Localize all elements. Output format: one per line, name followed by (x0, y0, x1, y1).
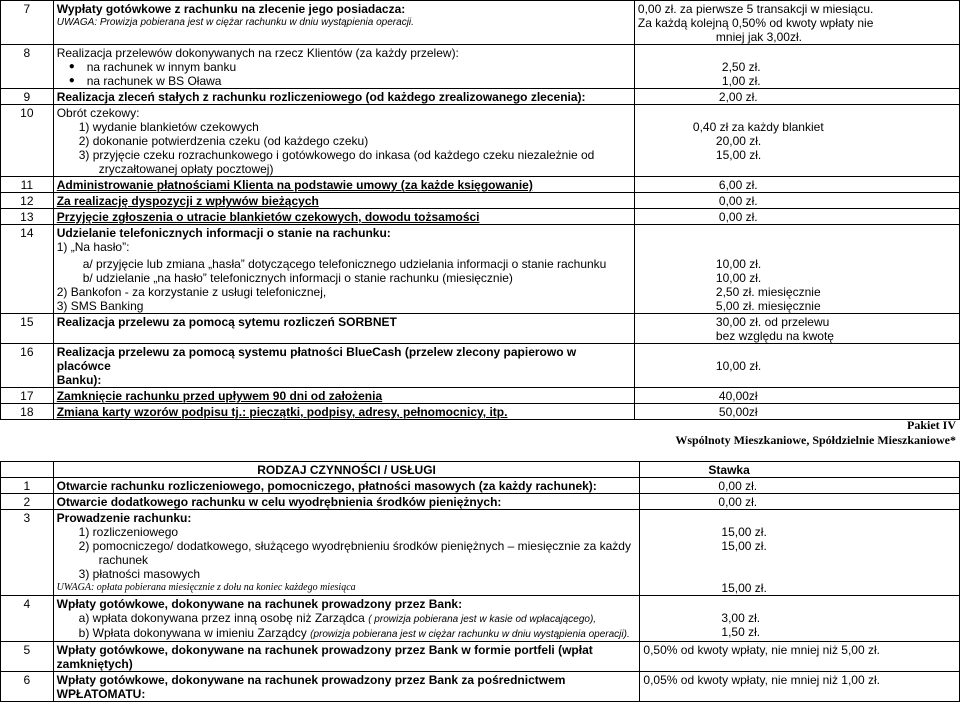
table-row (1, 193, 960, 209)
price-line: mniej jak 3,00zł. (715, 30, 802, 44)
row-title: Wpłaty gotówkowe, dokonywane na rachunek prowadzony przez Bank: (56, 597, 463, 611)
table-row (1, 596, 960, 642)
row-note: UWAGA: opłata pobierana miesięcznie z dołu na koniec każdego miesiąca (56, 582, 356, 593)
row-description (53, 105, 634, 177)
list-item (57, 611, 637, 626)
price-line: 0,00 zł. za pierwsze 5 transakcji w miesiącu. (637, 2, 874, 16)
row-number: 1 (1, 478, 54, 494)
bullet-text: na rachunek w BS Oława (86, 74, 222, 88)
row-number: 18 (1, 404, 54, 420)
list-item: 1) wydanie blankietów czekowych (78, 120, 259, 134)
price-line: 15,00 zł. (721, 581, 767, 595)
table-row (1, 642, 960, 672)
row-title: Realizacja przelewów dokonywanych na rzecz Klientów (za każdy przelew): (56, 46, 459, 60)
row-price (634, 225, 959, 314)
price-line: 10,00 zł. (715, 257, 762, 271)
table-row (1, 672, 960, 702)
row-description (53, 642, 640, 672)
table-header-row (1, 462, 960, 478)
row-title-continued: WPŁATOMATU: (56, 687, 146, 701)
list-item-continued: rachunek (98, 553, 149, 567)
header-cell-empty (1, 462, 54, 478)
bullet-icon: ● (68, 61, 75, 72)
row-number: 9 (1, 89, 54, 105)
row-price (634, 45, 959, 89)
row-price (634, 105, 959, 177)
row-description: Zamknięcie rachunku przed upływem 90 dni od założenia (53, 388, 634, 404)
row-title-continued: zamkniętych) (56, 657, 133, 671)
row-price (634, 314, 959, 344)
row-description: Zmiana karty wzorów podpisu tj.: pieczątki, podpisy, adresy, pełnomocnicy, itp. (53, 404, 634, 420)
row-price (640, 510, 960, 596)
price-line: 30,00 zł. od przelewu (715, 315, 830, 329)
table-row (1, 344, 960, 388)
row-title: Udzielanie telefonicznych informacji o stanie na rachunku: (56, 226, 391, 240)
row-price: 50,00zł (634, 404, 959, 420)
row-price: 2,00 zł. (634, 89, 959, 105)
row-number: 3 (1, 510, 54, 596)
row-note: UWAGA: Prowizja pobierana jest w ciężar rachunku w dniu wystąpienia operacji. (56, 17, 414, 28)
bullet-item (57, 60, 631, 74)
row-description: Realizacja zleceń stałych z rachunku rozliczeniowego (od każdego zrealizowanego zlecenia): (53, 89, 634, 105)
row-number: 10 (1, 105, 54, 177)
bullet-item (57, 74, 631, 88)
row-price: 0,00 zł. (634, 193, 959, 209)
table-row (1, 89, 960, 105)
price-line: bez względu na kwotę (715, 329, 834, 343)
row-price: 0,05% od kwoty wpłaty, nie mniej niż 1,00 zł. (640, 672, 960, 702)
table-row (1, 478, 960, 494)
list-item: 3) SMS Banking (56, 299, 144, 313)
price-line: Za każdą kolejną 0,50% od kwoty wpłaty nie (637, 16, 874, 30)
row-description: Za realizację dyspozycji z wpływów bieżących (53, 193, 634, 209)
row-number: 17 (1, 388, 54, 404)
list-item-note: ( prowizja pobierana jest w kasie od wpłacającego), (368, 614, 597, 625)
row-price: 0,00 zł. (634, 209, 959, 225)
fee-table-package (0, 461, 960, 702)
price-line: 2,50 zł. (721, 60, 761, 74)
row-number: 14 (1, 225, 54, 314)
list-item (57, 626, 637, 641)
row-number: 13 (1, 209, 54, 225)
row-number: 5 (1, 642, 54, 672)
row-price: 0,50% od kwoty wpłaty, nie mniej niż 5,00 zł. (640, 642, 960, 672)
row-price: 6,00 zł. (634, 177, 959, 193)
row-number: 16 (1, 344, 54, 388)
list-item: 1) „Na hasło”: (56, 240, 130, 254)
table-row (1, 314, 960, 344)
package-title: Pakiet IV (907, 418, 956, 432)
row-price (640, 596, 960, 642)
row-price: 0,00 zł. (640, 478, 960, 494)
header-cell-service: RODZAJ CZYNNOŚCI / USŁUGI (53, 462, 640, 478)
row-title: Realizacja przelewu za pomocą systemu płatności BlueCash (przelew zlecony papierowo w placówce (56, 345, 577, 373)
price-line: 10,00 zł. (715, 271, 762, 285)
row-price (634, 1, 959, 45)
row-description (53, 344, 634, 388)
price-line: 20,00 zł. (715, 134, 762, 148)
row-description (53, 1, 634, 45)
row-title: Prowadzenie rachunku: (56, 511, 192, 525)
row-description: Otwarcie dodatkowego rachunku w celu wyodrębnienia środków pieniężnych: (53, 494, 640, 510)
table-row (1, 105, 960, 177)
list-item: a/ przyjęcie lub zmiana „hasła” dotyczącego telefonicznego udzielania informacji o stanie rachunku (82, 257, 607, 271)
list-item-text: a) wpłata dokonywana przez inną osobę niż Zarządca (78, 611, 365, 625)
list-item: 2) Bankofon - za korzystanie z usługi telefonicznej, (56, 285, 327, 299)
table-row (1, 388, 960, 404)
list-item: 2) dokonanie potwierdzenia czeku (od każdego czeku) (78, 134, 369, 148)
list-item: 2) pomocniczego/ dodatkowego, służącego wyodrębnieniu środków pieniężnych – miesięcznie za każdy (78, 539, 631, 553)
row-description (53, 45, 634, 89)
row-title-continued: Banku): (56, 373, 102, 387)
price-line: 0,40 zł za każdy blankiet (692, 120, 824, 134)
list-item: 3) płatności masowych (78, 567, 201, 581)
price-line: 1,00 zł. (721, 74, 761, 88)
row-price (634, 344, 959, 388)
price-line: 1,50 zł. (721, 625, 761, 639)
price-line: 3,00 zł. (721, 611, 761, 625)
row-description (53, 510, 640, 596)
row-price: 40,00zł (634, 388, 959, 404)
row-description (53, 596, 640, 642)
row-description (53, 672, 640, 702)
price-line: 15,00 zł. (721, 525, 767, 539)
row-description: Realizacja przelewu za pomocą sytemu rozliczeń SORBNET (53, 314, 634, 344)
list-item-note: (prowizja pobierana jest w ciężar rachunku w dniu wystąpienia operacji). (310, 629, 630, 640)
row-number: 11 (1, 177, 54, 193)
row-number: 6 (1, 672, 54, 702)
package-heading (675, 418, 956, 448)
row-number: 15 (1, 314, 54, 344)
row-description: Administrowanie płatnościami Klienta na podstawie umowy (za każde księgowanie) (53, 177, 634, 193)
row-price: 0,00 zł. (640, 494, 960, 510)
row-number: 8 (1, 45, 54, 89)
table-row (1, 225, 960, 314)
row-title: Wpłaty gotówkowe, dokonywane na rachunek prowadzony przez Bank za pośrednictwem (56, 673, 566, 687)
header-cell-rate: Stawka (640, 462, 960, 478)
package-subtitle: Wspólnoty Mieszkaniowe, Spółdzielnie Mieszkaniowe* (675, 433, 956, 447)
table-row (1, 209, 960, 225)
row-number: 4 (1, 596, 54, 642)
list-item-text: b) Wpłata dokonywana w imieniu Zarządcy (78, 626, 307, 640)
row-number: 7 (1, 1, 54, 45)
list-item: b/ udzielanie „na hasło” telefonicznych informacji o stanie rachunku (miesięcznie) (82, 271, 513, 285)
list-item: 3) przyjęcie czeku rozrachunkowego i gotówkowego do inkasa (od każdego czeku niezależnie od (78, 148, 595, 162)
table-row (1, 177, 960, 193)
table-row (1, 494, 960, 510)
price-line: 15,00 zł. (721, 539, 767, 553)
row-description: Otwarcie rachunku rozliczeniowego, pomocniczego, płatności masowych (za każdy rachunek): (53, 478, 640, 494)
bullet-text: na rachunek w innym banku (86, 60, 237, 74)
row-title: Wpłaty gotówkowe, dokonywane na rachunek prowadzony przez Bank w formie portfeli (wpłat (56, 643, 593, 657)
list-item-continued: zryczałtowanej opłaty pocztowej) (98, 162, 274, 176)
row-title: Wypłaty gotówkowe z rachunku na zlecenie jego posiadacza: (56, 2, 406, 16)
price-line: 2,50 zł. miesięcznie (715, 285, 821, 299)
price-line: 15,00 zł. (715, 148, 762, 162)
row-number: 12 (1, 193, 54, 209)
bullet-icon: ● (68, 75, 75, 86)
price-line: 5,00 zł. miesięcznie (715, 299, 821, 313)
list-item: 1) rozliczeniowego (78, 525, 179, 539)
table-row (1, 510, 960, 596)
row-description (53, 225, 634, 314)
row-description: Przyjęcie zgłoszenia o utracie blankietów czekowych, dowodu tożsamości (53, 209, 634, 225)
table-row (1, 1, 960, 45)
table-row (1, 45, 960, 89)
row-title: Obrót czekowy: (56, 106, 140, 120)
price-line: 10,00 zł. (715, 359, 762, 373)
row-number: 2 (1, 494, 54, 510)
